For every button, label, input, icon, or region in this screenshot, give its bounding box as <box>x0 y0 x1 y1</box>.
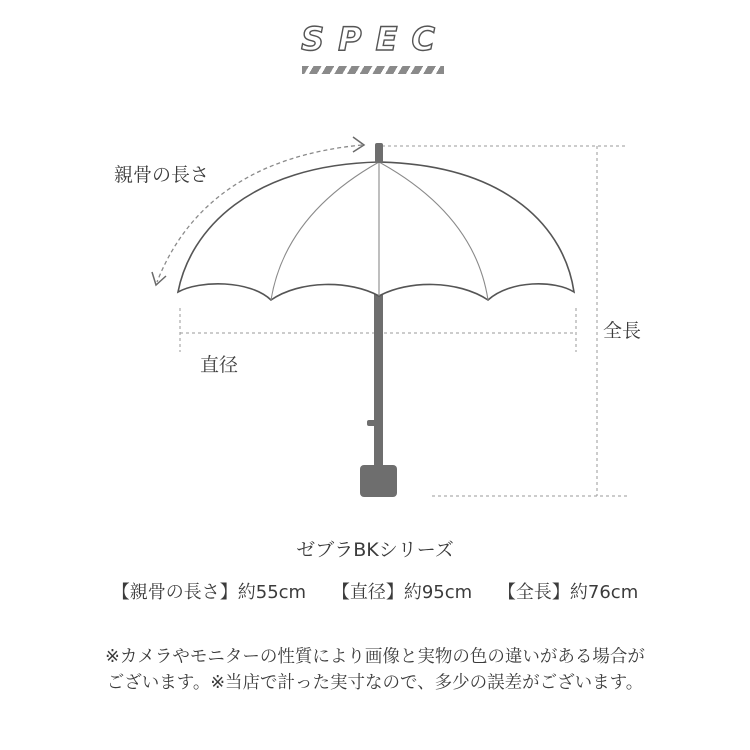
diameter-label: 直径 <box>200 354 239 376</box>
spec-rib-length: 【親骨の長さ】約55cm <box>111 582 307 603</box>
series-name: ゼブラBKシリーズ <box>296 539 454 561</box>
umbrella-handle <box>360 465 397 497</box>
disclaimer-line-1: ※カメラやモニターの性質により画像と実物の色の違いがある場合が <box>105 647 645 667</box>
rib-arrow-bottom-icon <box>152 272 166 285</box>
disclaimer-notes <box>0 644 750 696</box>
disclaimer-line-2: ございます。※当店で計った実寸なので、多少の誤差がございます。 <box>106 673 644 693</box>
umbrella-canopy <box>178 162 574 300</box>
rib-arrow-top-icon <box>353 137 364 152</box>
spec-diameter: 【直径】約95cm <box>331 582 473 603</box>
spec-title: SPEC <box>301 20 449 58</box>
total-length-label: 全長 <box>603 320 642 342</box>
spec-total-length: 【全長】約76cm <box>497 582 639 603</box>
rib-length-label: 親骨の長さ <box>114 164 210 186</box>
umbrella-tip <box>375 143 383 163</box>
spec-values <box>0 578 750 604</box>
umbrella-shaft <box>374 290 383 468</box>
handle-button <box>367 420 376 426</box>
